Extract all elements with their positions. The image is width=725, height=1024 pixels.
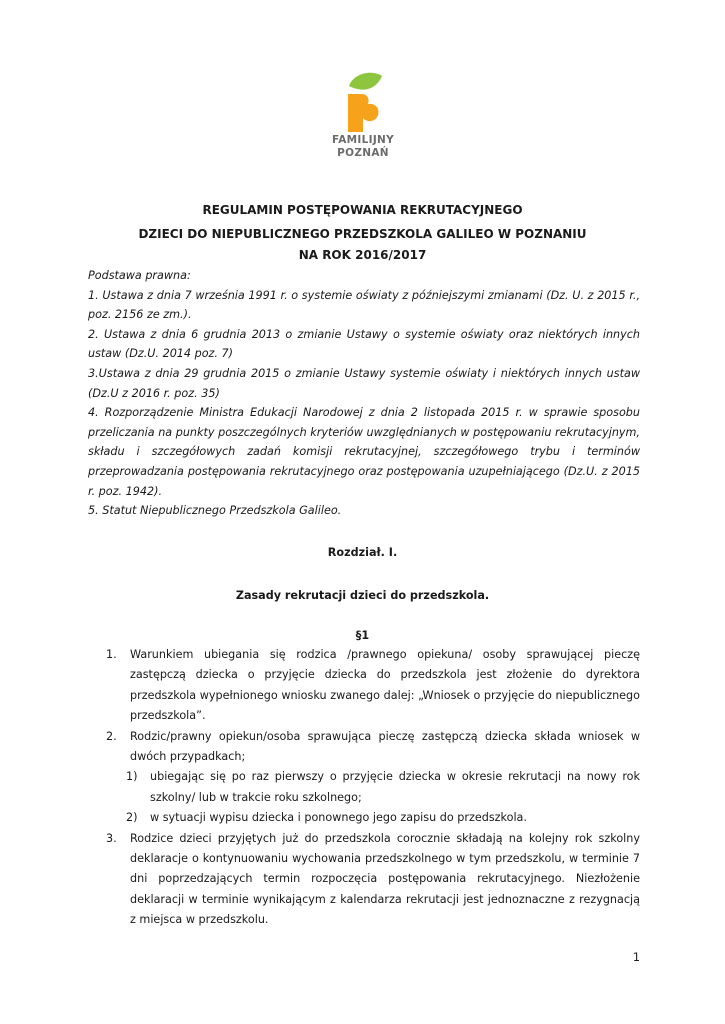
- logo-text-line2: POZNAŃ: [337, 147, 389, 159]
- legal-basis-item: 5. Statut Niepublicznego Przedszkola Galileo.: [88, 504, 342, 518]
- sub-list-item: [106, 767, 640, 808]
- legal-basis-item: 2. Ustawa z dnia 6 grudnia 2013 o zmianie Ustawy o systemie oświaty oraz niektórych innych ustaw (Dz.U. 2014 poz. 7): [88, 327, 640, 361]
- legal-basis-heading: Podstawa prawna:: [88, 269, 191, 282]
- sub-list-item-text: ubiegając się po raz pierwszy o przyjęcie dziecka w okresie rekrutacji na nowy rok szkolny/ lub w trakcie roku szkolnego;: [150, 770, 640, 804]
- document-title-line1: REGULAMIN POSTĘPOWANIA REKRUTACYJNEGO: [202, 203, 523, 217]
- logo-heart: [348, 94, 378, 132]
- list-item-number: 3.: [106, 831, 117, 845]
- legal-basis-item: 4. Rozporządzenie Ministra Edukacji Narodowej z dnia 2 listopada 2015 r. w sprawie sposobu przeliczania na punkty poszczególnych kryteriów uwzględnianych w postępowaniu rekrutacyjnym, składu i szczegółowych zadań komisji rekrutacyjnej, szczegółowego trybu i terminów przeprowadzania postępowania rekrutacyjnego oraz postępowania uzupełniającego (Dz.U. z 2015 r. poz. 1942).: [88, 406, 640, 498]
- sub-list-item: [106, 808, 640, 828]
- sub-list-item-text: w sytuacji wypisu dziecka i ponownego jego zapisu do przedszkola.: [150, 811, 527, 825]
- list-item-text: Warunkiem ubiegania się rodzica /prawnego opiekuna/ osoby sprawującej pieczę zastępczą dziecka o przyjęcie dziecka do przedszkola jest złożenie do dyrektora przedszkola wypełnionego wniosku zwanego dalej: „Wniosek o przyjęcie do niepublicznego przedszkola”.: [130, 648, 640, 723]
- familijny-poznan-logo: [327, 70, 399, 166]
- legal-basis-item: 1. Ustawa z dnia 7 września 1991 r. o systemie oświaty z późniejszymi zmianami (Dz. U. z 2015 r., poz. 2156 ze zm.).: [88, 288, 640, 322]
- logo-leaf: [349, 73, 382, 90]
- list-item-text: Rodzice dzieci przyjętych już do przedszkola corocznie składają na kolejny rok szkolny deklaracje o kontynuowaniu wychowania przedszkolnego w tym przedszkolu, w terminie 7 dni poprzedzających termin rozpoczęcia postępowania rekrutacyjnego. Niezłożenie deklaracji w terminie wynikającym z kalendarza rekrutacji jest jednoznaczne z rezygnacją z miejsca w przedszkolu.: [130, 831, 640, 927]
- list-item: [106, 645, 640, 727]
- sub-list-item-number: 2): [126, 811, 138, 825]
- chapter-title: Zasady rekrutacji dzieci do przedszkola.: [235, 589, 490, 602]
- document-title-line3: NA ROK 2016/2017: [298, 248, 427, 262]
- list-item-number: 1.: [106, 648, 117, 661]
- list-item: [106, 829, 640, 931]
- legal-basis-item: 3.Ustawa z dnia 29 grudnia 2015 o zmianie Ustawy systemie oświaty i niektórych innych ustaw (Dz.U z 2016 r. poz. 35): [88, 366, 640, 400]
- chapter-label: Rozdział. I.: [327, 546, 398, 559]
- logo-mark: [327, 70, 399, 136]
- page-number: 1: [632, 951, 640, 964]
- list-item-text: Rodzic/prawny opiekun/osoba sprawująca pieczę zastępczą dziecka składa wniosek w dwóch przypadkach;: [130, 729, 640, 764]
- list-item: [106, 727, 640, 768]
- list-item-number: 2.: [106, 729, 117, 743]
- section-list: [106, 645, 640, 931]
- section-label: §1: [355, 629, 370, 642]
- logo-text-line1: FAMILIJNY: [331, 134, 395, 146]
- document-title-line2: DZIECI DO NIEPUBLICZNEGO PRZEDSZKOLA GALILEO W POZNANIU: [138, 227, 587, 241]
- legal-basis: [88, 266, 640, 521]
- sub-list-item-number: 1): [126, 770, 138, 784]
